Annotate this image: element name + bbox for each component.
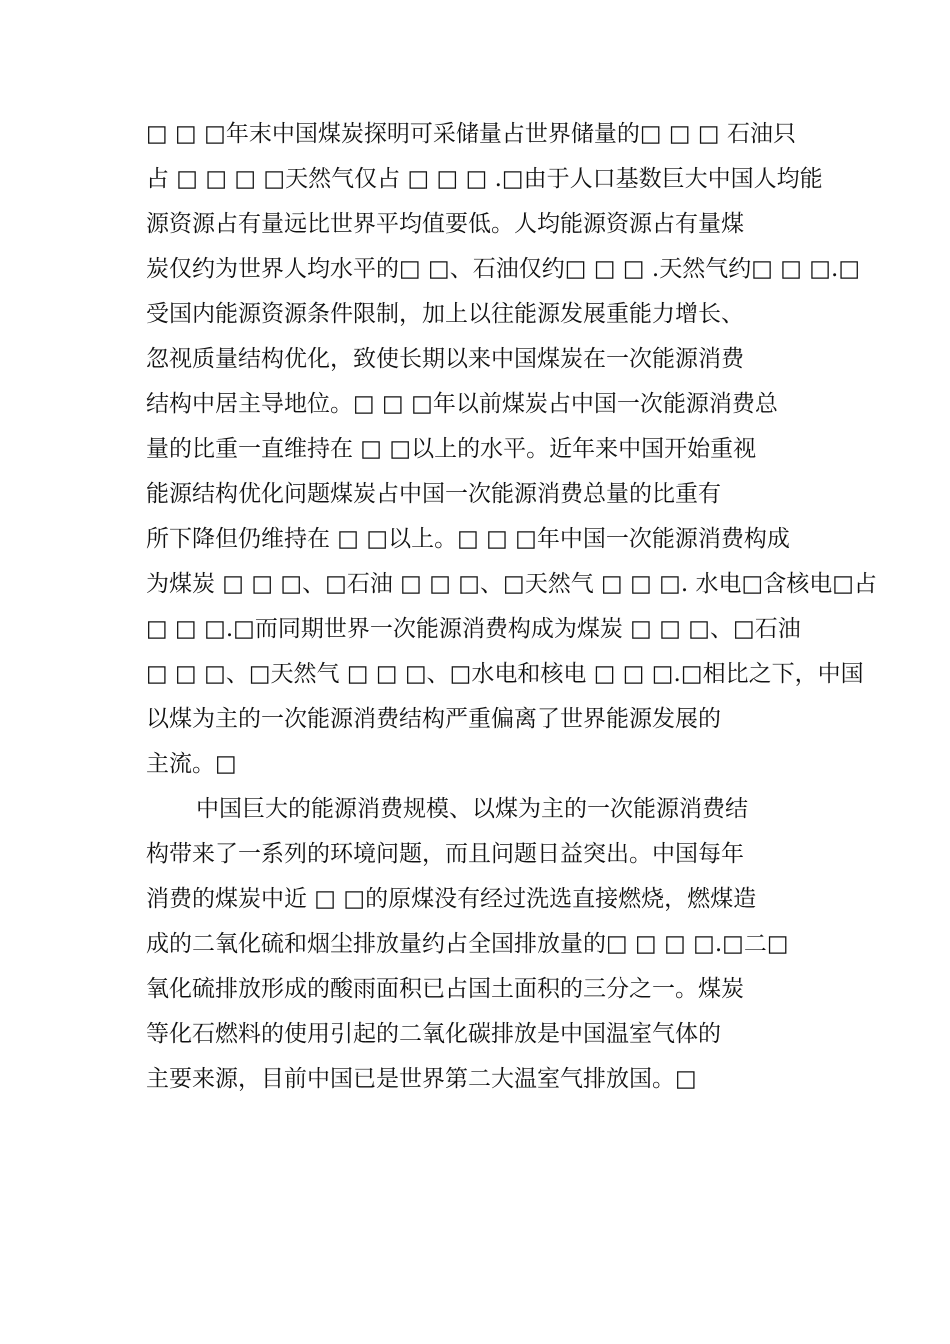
text-line: 所下降但仍维持在 □ □以上。□ □ □年中国一次能源消费构成 [146, 526, 790, 552]
text-line: 炭仅约为世界人均水平的□ □、石油仅约□ □ □ .天然气约□ □ □.□ [146, 256, 861, 282]
text-line: 受国内能源资源条件限制，加上以往能源发展重能力增长、 [146, 301, 744, 327]
text-line: □ □ □年末中国煤炭探明可采储量占世界储量的□ □ □ 石油只 [146, 121, 796, 147]
text-line: 以煤为主的一次能源消费结构严重偏离了世界能源发展的 [146, 706, 721, 732]
text-line: 能源结构优化问题煤炭占中国一次能源消费总量的比重有 [146, 481, 721, 507]
text-line: 等化石燃料的使用引起的二氧化碳排放是中国温室气体的 [146, 1021, 721, 1047]
text-line: □ □ □、□天然气 □ □ □、□水电和核电 □ □ □.□相比之下，中国 [146, 661, 864, 687]
text-line: 成的二氧化硫和烟尘排放量约占全国排放量的□ □ □ □.□二□ [146, 931, 789, 957]
body-text [146, 112, 877, 1102]
text-line: 消费的煤炭中近 □ □的原煤没有经过洗选直接燃烧，燃煤造 [146, 886, 757, 912]
text-line: 主要来源，目前中国已是世界第二大温室气排放国。□ [146, 1066, 697, 1092]
text-line: □ □ □.□而同期世界一次能源消费构成为煤炭 □ □ □、□石油 [146, 616, 801, 642]
text-line: 量的比重一直维持在 □ □以上的水平。近年来中国开始重视 [146, 436, 757, 462]
text-line: 源资源占有量远比世界平均值要低。人均能源资源占有量煤 [146, 211, 744, 237]
text-line: 为煤炭 □ □ □、□石油 □ □ □、□天然气 □ □ □. 水电□含核电□占 [146, 571, 877, 597]
paragraph-2 [146, 787, 811, 1102]
text-line: 忽视质量结构优化，致使长期以来中国煤炭在一次能源消费 [146, 346, 744, 372]
paragraph-1 [146, 112, 877, 787]
text-line: 构带来了一系列的环境问题，而且问题日益突出。中国每年 [146, 841, 744, 867]
text-line: 中国巨大的能源消费规模、以煤为主的一次能源消费结 [196, 796, 748, 822]
text-line: 主流。□ [146, 751, 237, 777]
text-line: 氧化硫排放形成的酸雨面积已占国土面积的三分之一。煤炭 [146, 976, 744, 1002]
text-line: 结构中居主导地位。□ □ □年以前煤炭占中国一次能源消费总 [146, 391, 778, 417]
text-line: 占 □ □ □ □天然气仅占 □ □ □ .□由于人口基数巨大中国人均能 [146, 166, 823, 192]
